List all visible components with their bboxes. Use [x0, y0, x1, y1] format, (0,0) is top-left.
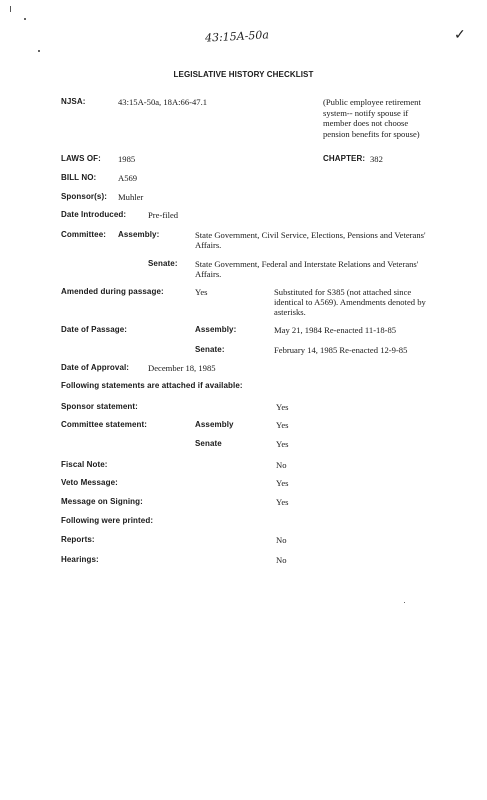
- amended-value: Yes: [195, 287, 208, 297]
- document-title: LEGISLATIVE HISTORY CHECKLIST: [173, 70, 314, 79]
- scan-dot: [24, 18, 26, 20]
- scan-dot: [38, 50, 40, 52]
- committee-statement-label: Committee statement:: [61, 420, 148, 429]
- committee-senate-value: State Government, Federal and Interstate Relations and Veterans' Affairs.: [195, 259, 419, 279]
- committee-label: Committee:: [61, 230, 107, 239]
- date-of-approval-label: Date of Approval:: [61, 363, 130, 372]
- scan-mark: [10, 6, 11, 12]
- following-attached-heading: Following statements are attached if available:: [61, 381, 243, 390]
- date-of-passage-label: Date of Passage:: [61, 325, 128, 334]
- njsa-value: 43:15A-50a, 18A:66-47.1: [118, 97, 208, 107]
- committee-statement-assembly-label: Assembly: [195, 420, 234, 429]
- committee-statement-assembly-value: Yes: [276, 420, 289, 430]
- amended-note: Substituted for S385 (not attached since identical to A569). Amendments denoted by asterisks.: [274, 287, 426, 317]
- following-printed-heading: Following were printed:: [61, 516, 154, 525]
- njsa-label: NJSA:: [61, 97, 86, 106]
- date-introduced-label: Date Introduced:: [61, 210, 127, 219]
- bill-no-label: BILL NO:: [61, 173, 97, 182]
- sponsor-statement-label: Sponsor statement:: [61, 402, 138, 411]
- reports-label: Reports:: [61, 535, 95, 544]
- fiscal-note-value: No: [276, 460, 287, 470]
- laws-of-value: 1985: [118, 154, 136, 164]
- scan-dot: [404, 602, 405, 603]
- chapter-label: CHAPTER:: [323, 154, 366, 163]
- chapter-value: 382: [370, 154, 383, 164]
- check-mark-icon: ✓: [454, 27, 466, 43]
- passage-senate-label: Senate:: [195, 345, 225, 354]
- njsa-note: (Public employee retirement system-- notify spouse if member does not choose pension benefits for spouse): [323, 97, 421, 139]
- reports-value: No: [276, 535, 287, 545]
- sponsors-value: Muhler: [118, 192, 144, 202]
- veto-message-value: Yes: [276, 478, 289, 488]
- fiscal-note-label: Fiscal Note:: [61, 460, 108, 469]
- message-on-signing-label: Message on Signing:: [61, 497, 143, 506]
- bill-no-value: A569: [118, 173, 138, 183]
- sponsor-statement-value: Yes: [276, 402, 289, 412]
- committee-statement-senate-label: Senate: [195, 439, 222, 448]
- passage-assembly-value: May 21, 1984 Re-enacted 11-18-85: [274, 325, 397, 335]
- veto-message-label: Veto Message:: [61, 478, 118, 487]
- committee-senate-label: Senate:: [148, 259, 178, 268]
- date-introduced-value: Pre-filed: [148, 210, 179, 220]
- committee-statement-senate-value: Yes: [276, 439, 289, 449]
- message-on-signing-value: Yes: [276, 497, 289, 507]
- committee-assembly-value: State Government, Civil Service, Elections, Pensions and Veterans' Affairs.: [195, 230, 426, 250]
- laws-of-label: LAWS OF:: [61, 154, 101, 163]
- committee-assembly-label: Assembly:: [118, 230, 160, 239]
- amended-label: Amended during passage:: [61, 287, 164, 296]
- passage-senate-value: February 14, 1985 Re-enacted 12-9-85: [274, 345, 408, 355]
- passage-assembly-label: Assembly:: [195, 325, 237, 334]
- hearings-value: No: [276, 555, 287, 565]
- hearings-label: Hearings:: [61, 555, 99, 564]
- sponsors-label: Sponsor(s):: [61, 192, 107, 201]
- date-of-approval-value: December 18, 1985: [148, 363, 216, 373]
- handwritten-citation: 43:15A-50a: [204, 28, 270, 45]
